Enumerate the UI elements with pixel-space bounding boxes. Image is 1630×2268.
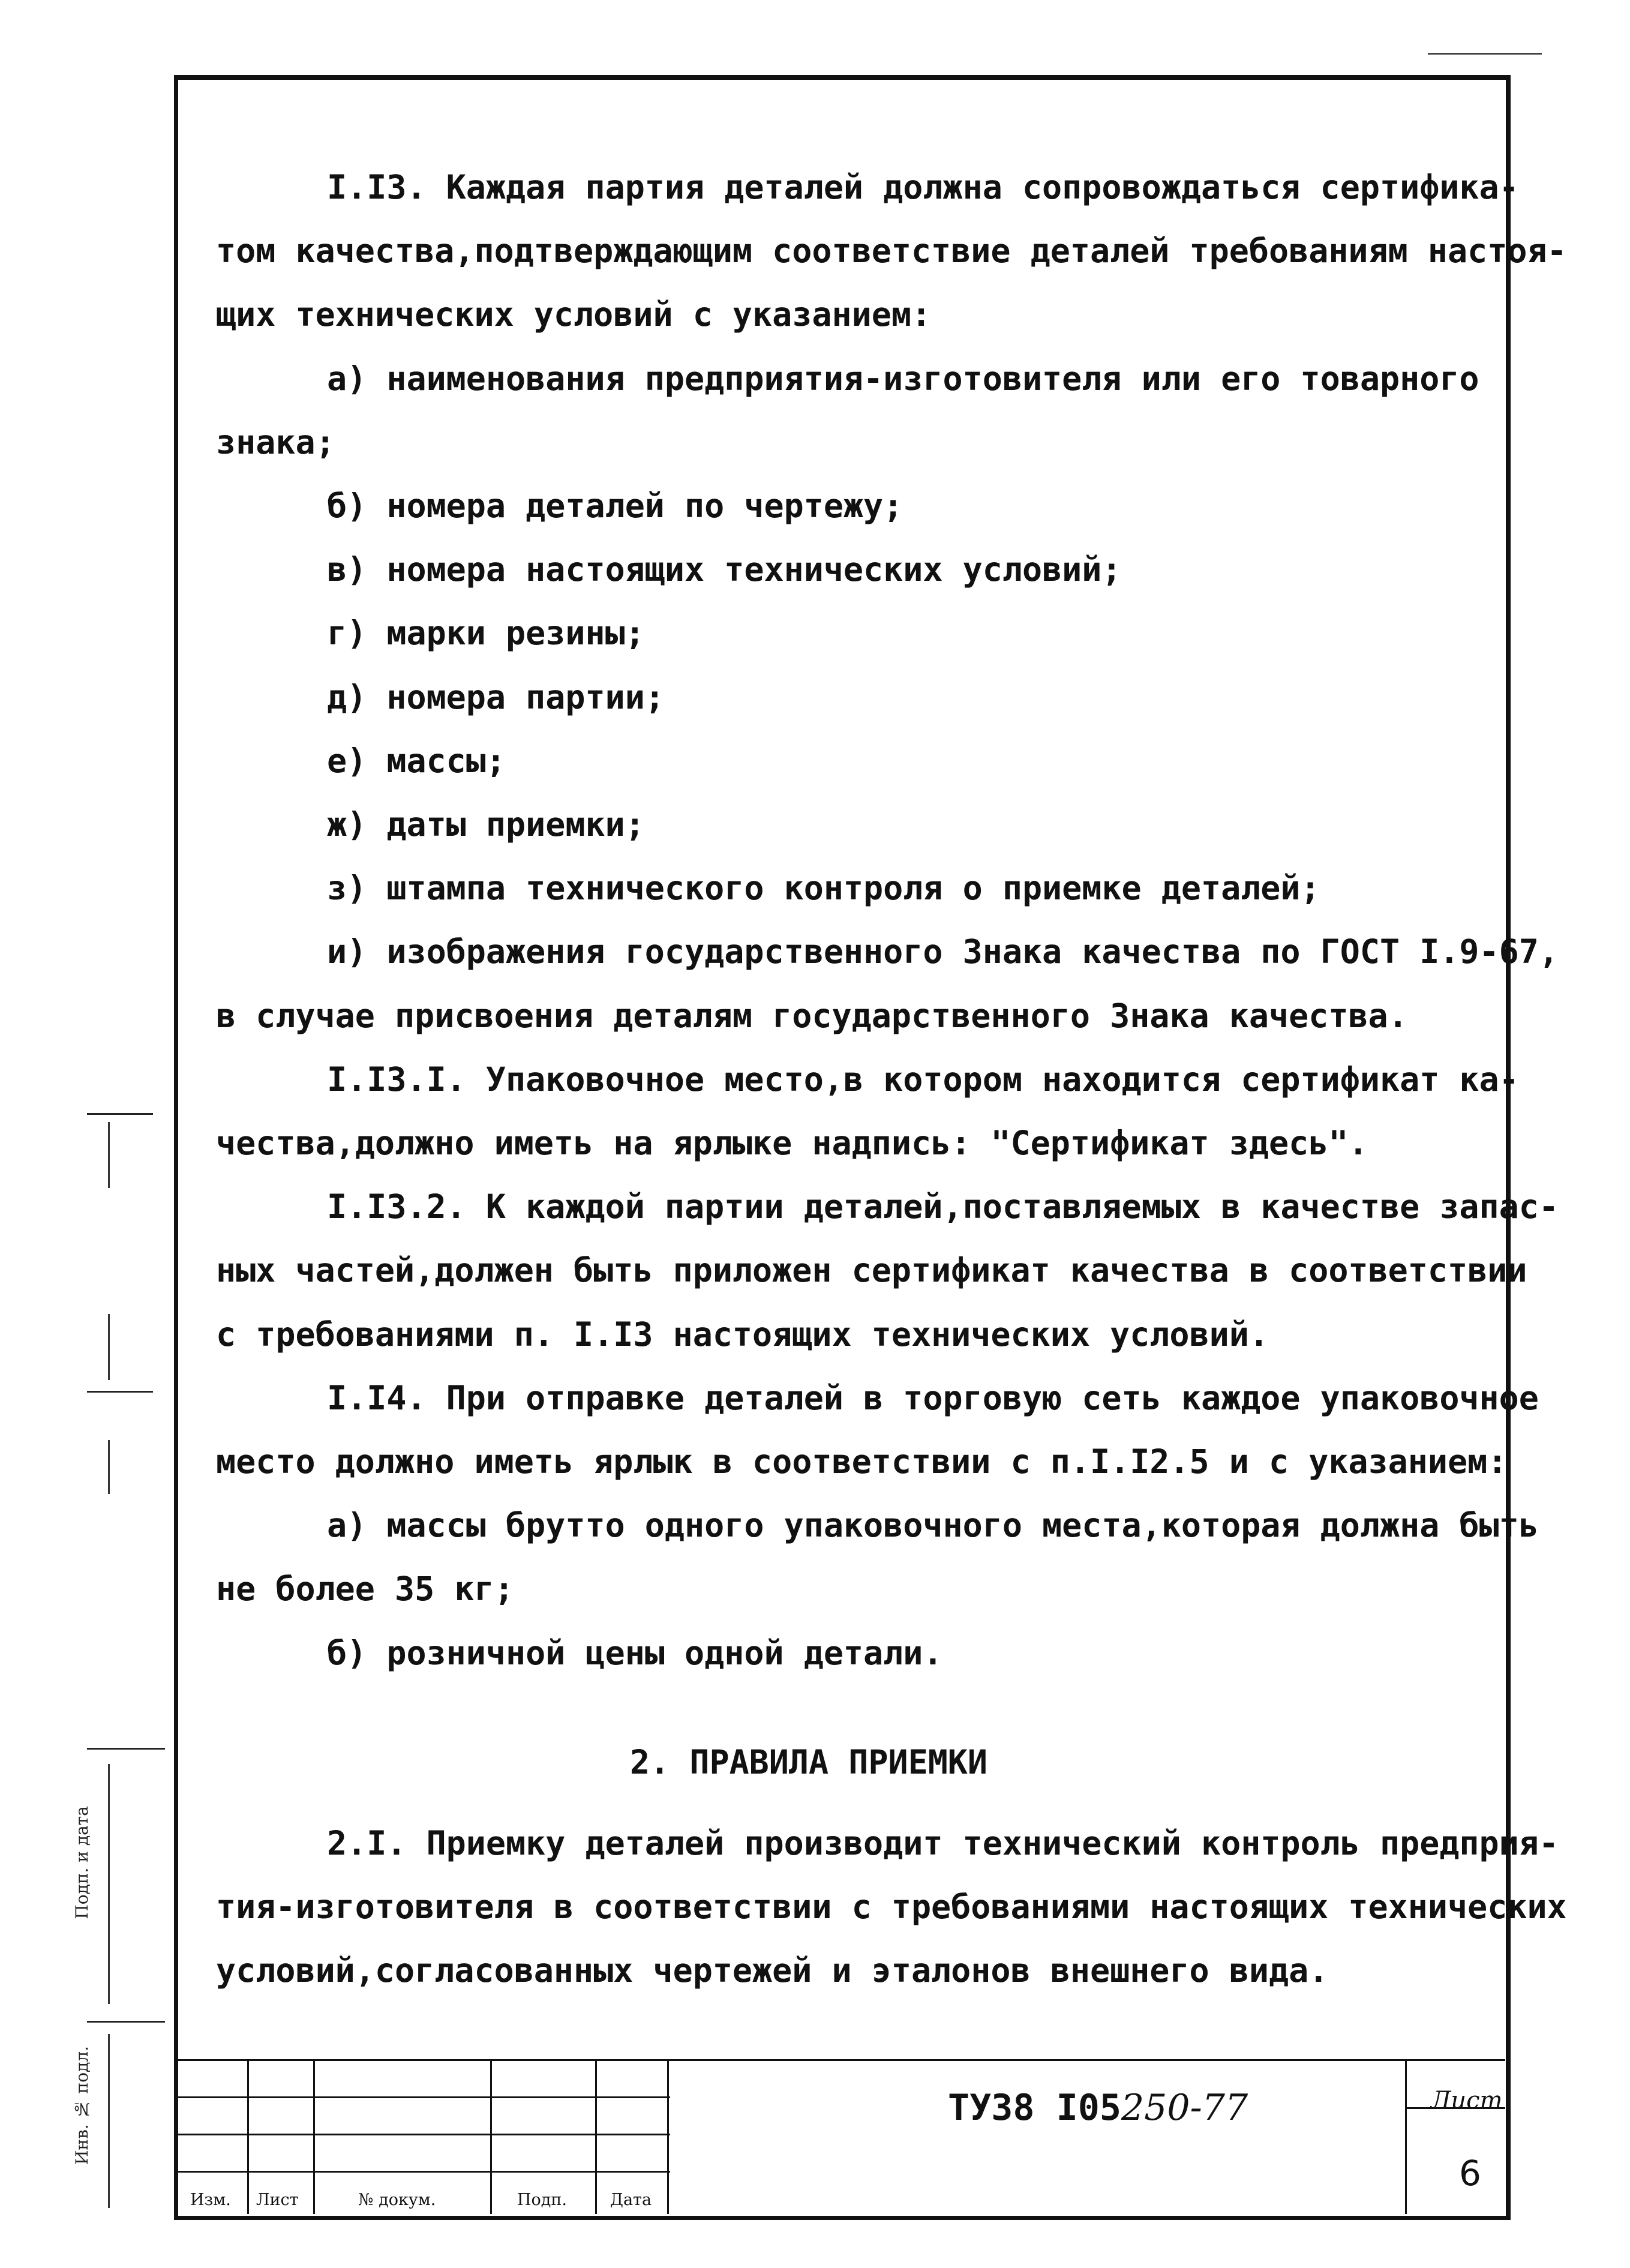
text-line: е) массы; <box>327 741 506 780</box>
text-line: I.I3.2. К каждой партии деталей,поставляемых в качестве запас- <box>327 1187 1559 1226</box>
margin-rule <box>87 1391 153 1393</box>
text-line: в) номера настоящих технических условий; <box>327 550 1122 589</box>
margin-label-inv-podl: Инв. № подл. <box>72 2046 92 2165</box>
col-podp-label: Подп. <box>517 2191 568 2209</box>
text-line: б) номера деталей по чертежу; <box>327 487 903 525</box>
text-line: а) массы брутто одного упаковочного места,которая должна быть <box>327 1506 1539 1545</box>
text-line: I.I3.I. Упаковочное место,в котором находится сертификат ка- <box>327 1060 1519 1099</box>
text-line: щих технических условий с указанием: <box>216 295 932 334</box>
margin-rule <box>87 1113 153 1115</box>
text-line: ж) даты приемки; <box>327 805 645 844</box>
margin-rule <box>87 1748 165 1750</box>
title-block <box>178 2059 1505 2214</box>
text-line: знака; <box>216 422 335 461</box>
col-data-label: Дата <box>610 2191 652 2209</box>
text-line: условий,согласованных чертежей и эталонов внешнего вида. <box>216 1951 1329 1990</box>
text-line: г) марки резины; <box>327 614 645 653</box>
sheet-label: Лист <box>1431 2087 1503 2114</box>
text-line: б) розничной цены одной детали. <box>327 1633 943 1672</box>
margin-tick <box>108 1122 110 1188</box>
text-line: з) штампа технического контроля о приемке деталей; <box>327 869 1320 908</box>
text-line: не более 35 кг; <box>216 1570 514 1609</box>
col-izm-label: Изм. <box>190 2191 231 2209</box>
text-line: а) наименования предприятия-изготовителя или его товарного <box>327 359 1479 398</box>
top-rule <box>1428 53 1542 55</box>
margin-rule <box>87 2021 165 2023</box>
col-doc-label: № докум. <box>358 2191 436 2209</box>
sheet-number: 6 <box>1459 2153 1481 2194</box>
section-heading: 2. ПРАВИЛА ПРИЕМКИ <box>630 1743 988 1781</box>
text-line: с требованиями п. I.I3 настоящих технических условий. <box>216 1315 1269 1354</box>
text-line: в случае присвоения деталям государственного Знака качества. <box>216 996 1408 1035</box>
text-line: и) изображения государственного Знака качества по ГОСТ I.9-67, <box>327 932 1559 971</box>
text-line: I.I3. Каждая партия деталей должна сопровождаться сертифика- <box>327 168 1519 206</box>
text-line: чества,должно иметь на ярлыке надпись: "Сертификат здесь". <box>216 1124 1368 1162</box>
doc-number-printed: ТУ38 I05 <box>948 2087 1121 2129</box>
margin-label-podp-data: Подп. и дата <box>72 1806 92 1919</box>
text-line: ных частей,должен быть приложен сертификат качества в соответствии <box>216 1251 1527 1290</box>
text-line: место должно иметь ярлык в соответствии с п.I.I2.5 и с указанием: <box>216 1442 1508 1481</box>
text-line: том качества,подтверждающим соответствие деталей требованиям настоя- <box>216 232 1567 271</box>
margin-tick <box>108 1764 110 2004</box>
margin-tick <box>108 1314 110 1380</box>
margin-tick <box>108 1440 110 1494</box>
text-line: тия-изготовителя в соответствии с требованиями настоящих технических <box>216 1888 1567 1927</box>
text-line: 2.I. Приемку деталей производит технический контроль предприя- <box>327 1824 1559 1862</box>
col-list-label: Лист <box>256 2191 299 2209</box>
text-line: д) номера партии; <box>327 677 665 716</box>
margin-tick <box>108 2034 110 2208</box>
doc-number-handwritten: 250-77 <box>1121 2087 1248 2129</box>
text-line: I.I4. При отправке деталей в торговую сеть каждое упаковочное <box>327 1378 1539 1417</box>
document-number <box>948 2087 1248 2129</box>
